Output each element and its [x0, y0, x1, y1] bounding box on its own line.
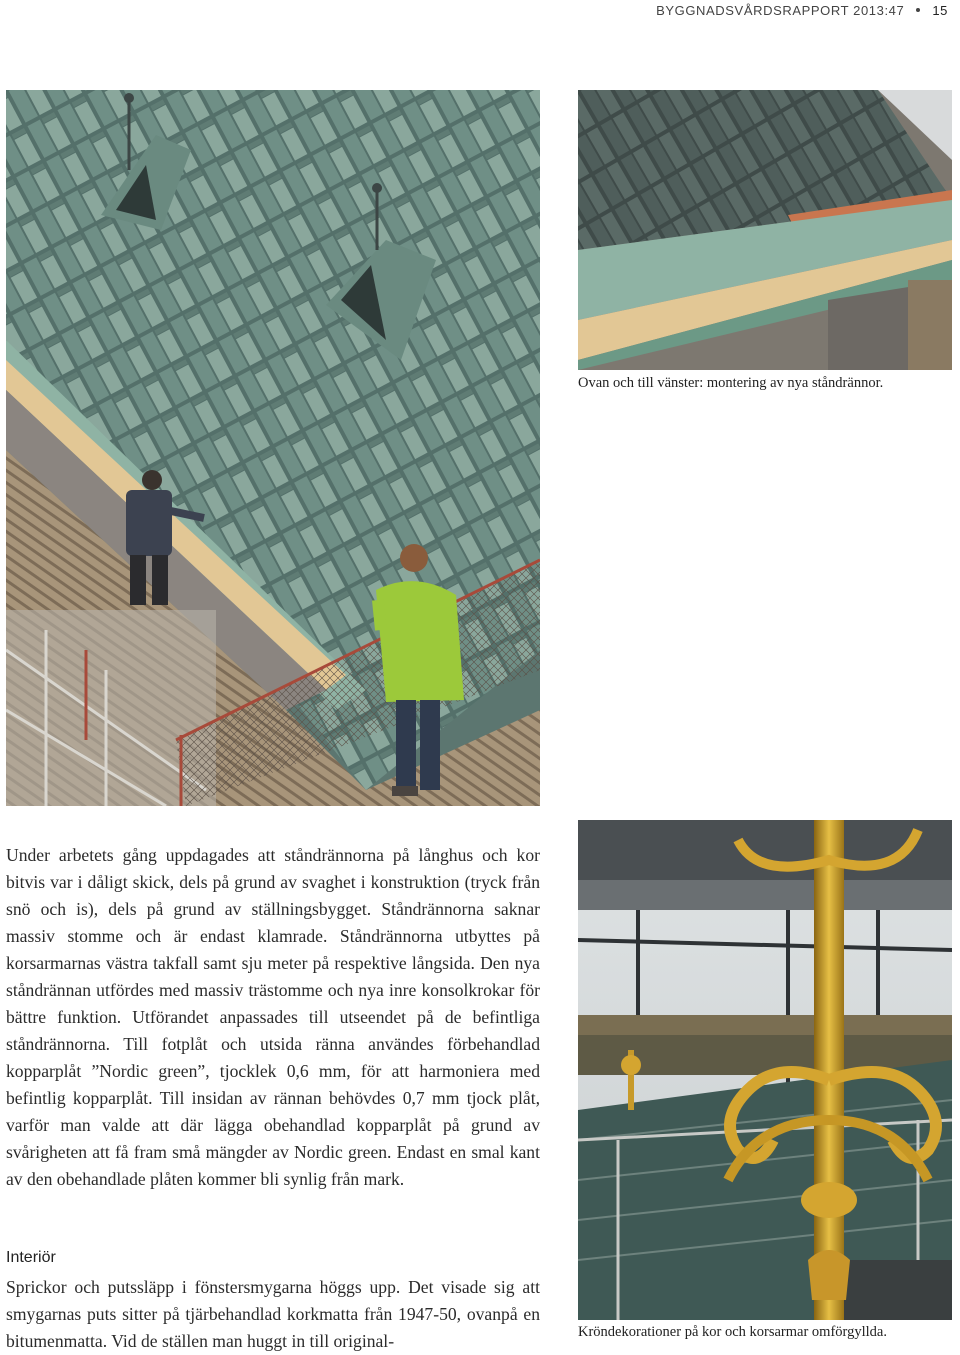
photo-gilded-crown-decoration — [578, 820, 952, 1320]
section-text-interior — [6, 1274, 540, 1355]
page-number: 15 — [932, 2, 948, 18]
photo-caption-bottom: Kröndekorationer på kor och korsarmar omförgyllda. — [578, 1324, 887, 1340]
body-paragraph: Under arbetets gång uppdagades att ståndrännorna på långhus och kor bitvis var i dåligt skick, dels på grund av svaghet i konstruktion (tryck från snö och is), dels på grund av ställningsbygget. Ståndrännorna saknar massiv stomme och är endast klamrade. Ståndrännorna utbyttes på korsarmarnas västra takfall samt sju meter på respektive långsida. Den nya ståndrännan utfördes med massiv trästomme och nya inre konsolkrokar för bättre funktion. Utförandet anpassades till utseendet på de befintliga ståndrännorna. Till fotplåt och utsida ränna användes förbehandlad kopparplåt ”Nordic green”, tjocklek 0,6 mm, för att harmoniera med befintlig kopparplåt. Till insidan av rännan behövdes 0,7 mm tjock plåt, varför man valde att där lägga obehandlad kopparplåt på grund av svårigheten att få fram små mängder av Nordic green. Endast en smal kant av den obehandlade plåten kommer bli synlig från mark. — [6, 845, 540, 1189]
interior-paragraph: Sprickor och putssläpp i fönstersmygarna höggs upp. Det visade sig att smygarnas puts sitter på tjärbehandlad korkmatta från 1947-50, ovanpå en bitumenmatta. Vid de ställen man huggt in till original- — [6, 1277, 540, 1351]
page-header — [656, 0, 948, 20]
separator-dot — [916, 8, 920, 12]
photo-caption-top: Ovan och till vänster: montering av nya ståndrännor. — [578, 375, 884, 391]
body-text — [6, 842, 540, 1193]
photo-roof-gutter-installation — [6, 90, 540, 806]
section-heading-interior: Interiör — [6, 1249, 56, 1266]
photo-copper-gutter-detail — [578, 90, 952, 370]
publication-title: BYGGNADSVÅRDSRAPPORT 2013:47 — [656, 2, 905, 18]
